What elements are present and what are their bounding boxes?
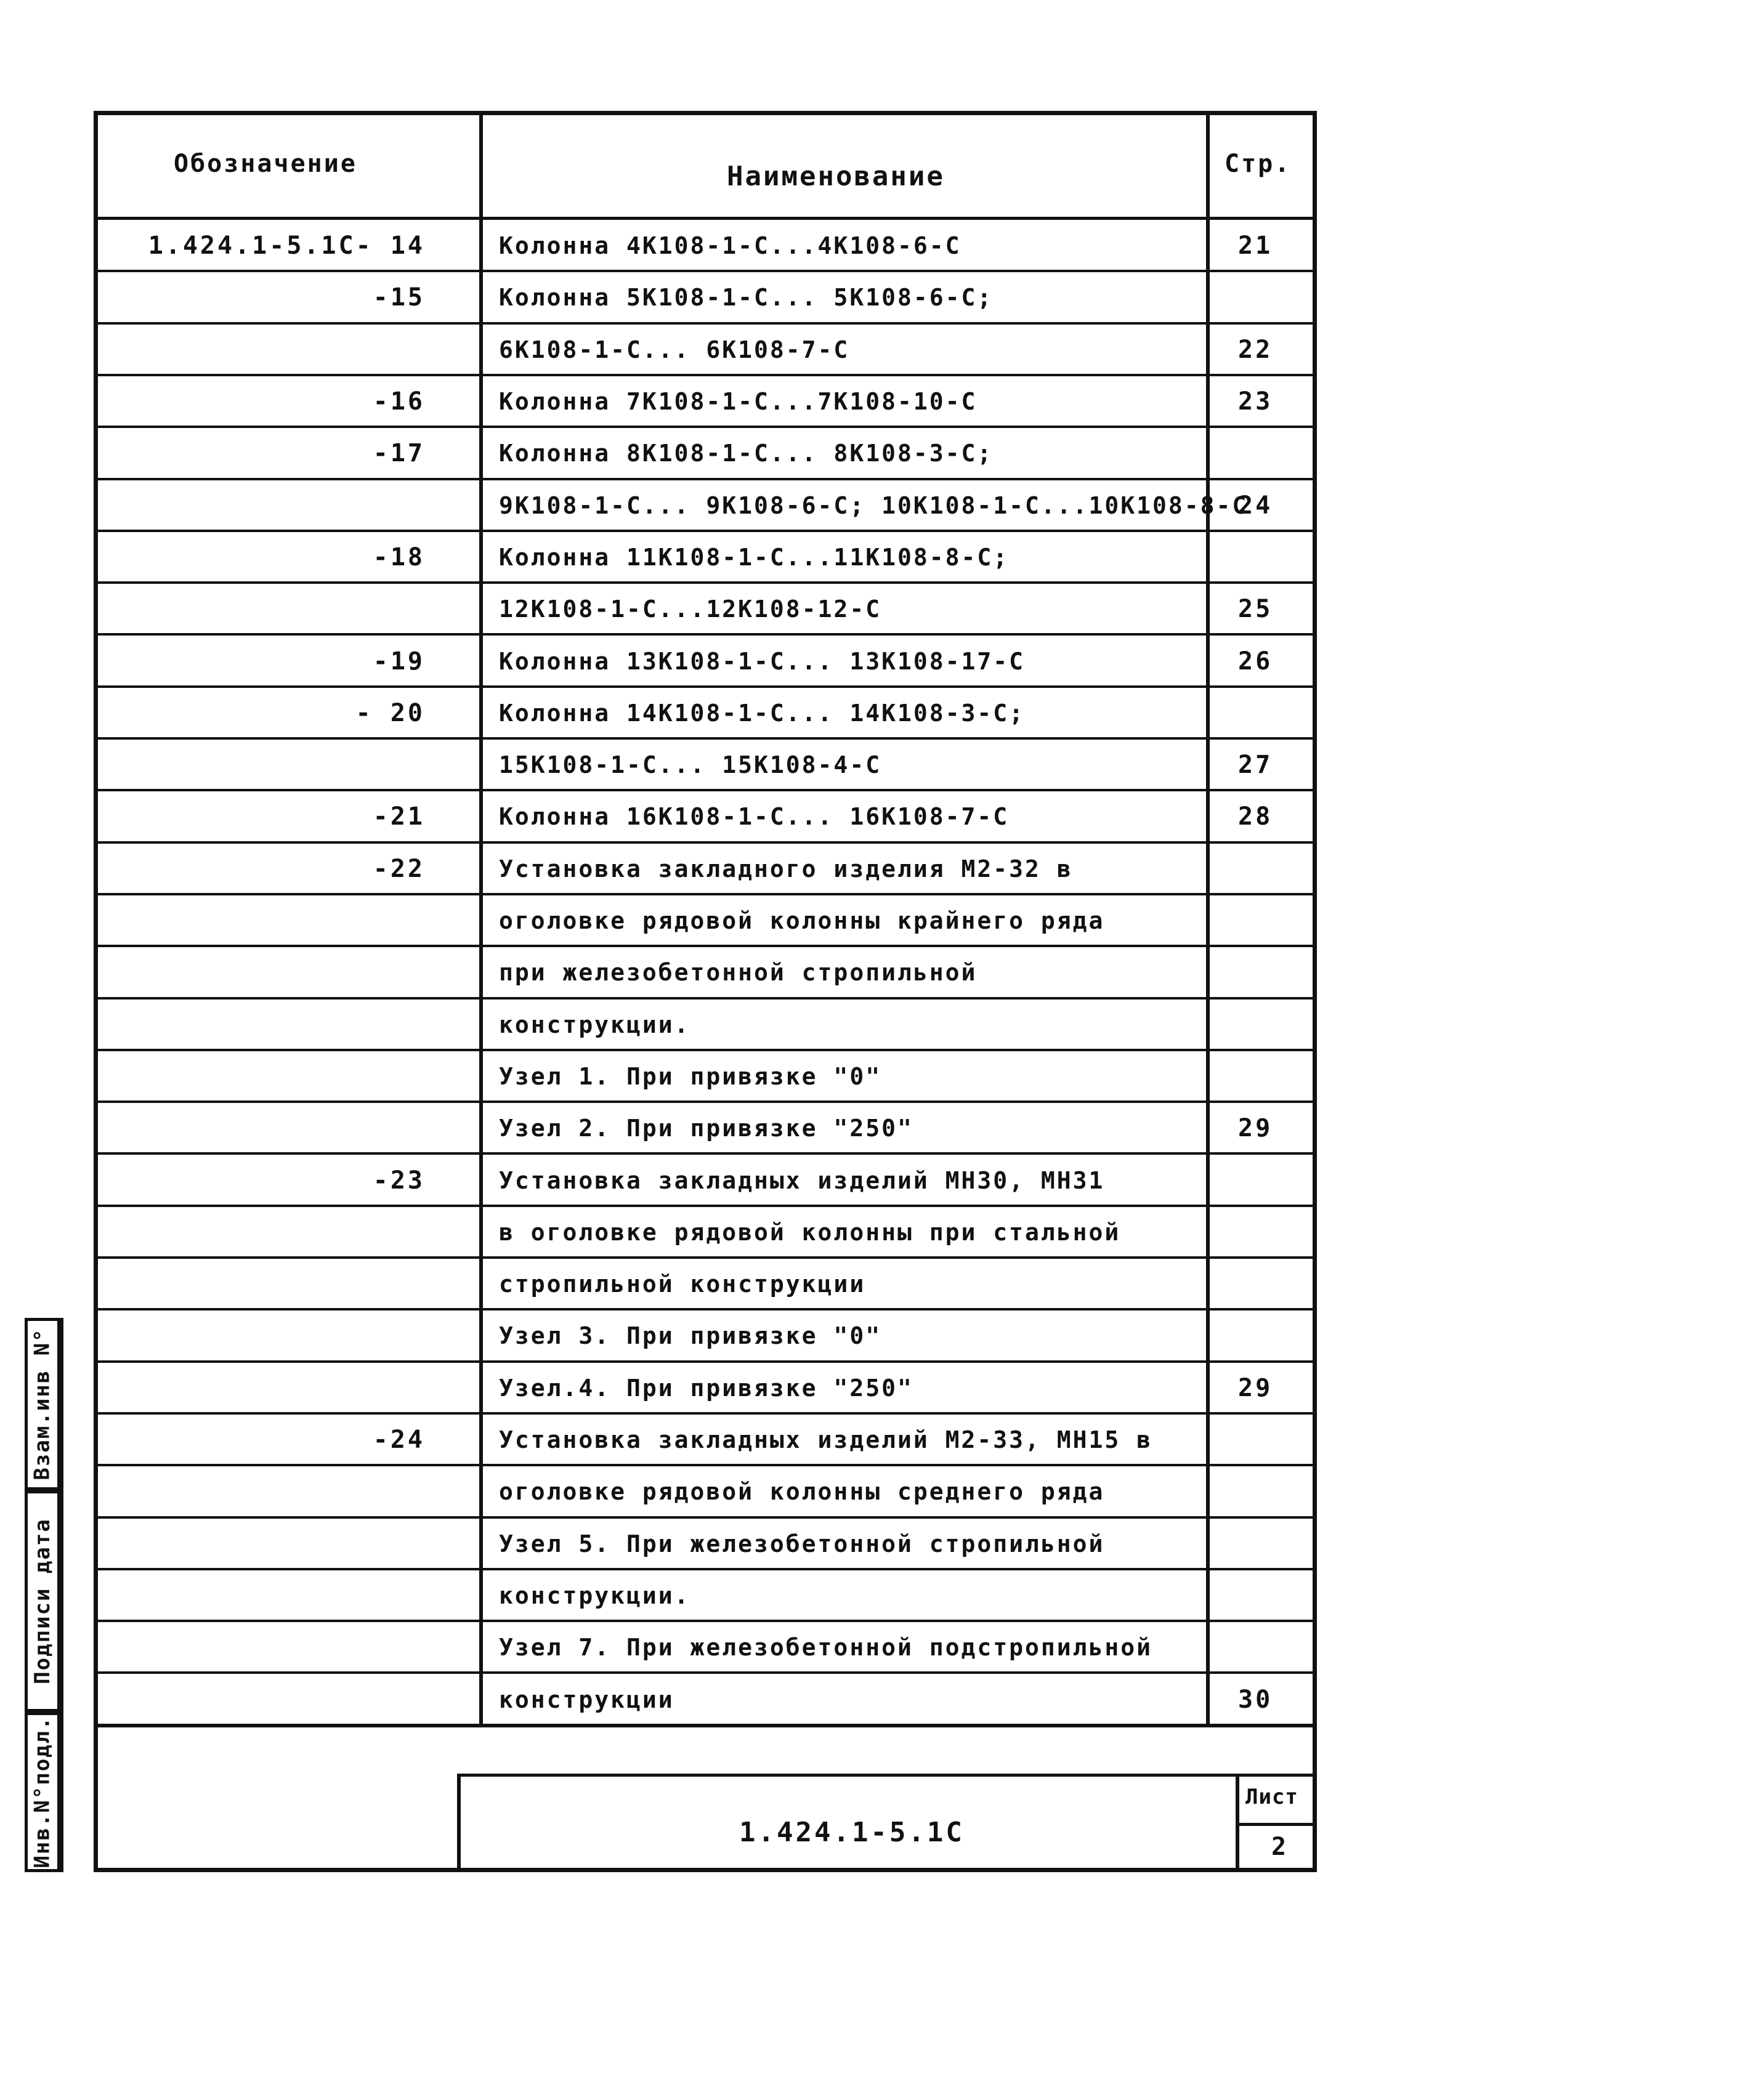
sheet-cell-divider <box>1236 1823 1317 1826</box>
side-inv-sub <box>25 1712 60 1872</box>
sheet-label: Лист <box>1245 1785 1298 1809</box>
row-code: -17 <box>373 439 425 468</box>
header-name: Наименование <box>727 160 945 192</box>
row-name: в оголовке рядовой колонны при стальной <box>499 1218 1121 1246</box>
row-name: 6К108-1-С... 6К108-7-С <box>499 336 850 363</box>
row-name: Узел 1. При привязке "0" <box>499 1062 882 1090</box>
col-divider-2 <box>1206 111 1210 1724</box>
row-code: -23 <box>373 1166 425 1195</box>
side-stamp-column <box>60 1318 97 1872</box>
side-sign-date-label: Подписи дата <box>30 1518 55 1684</box>
row-name: 9К108-1-С... 9К108-6-С; 10К108-1-С...10К108-8-С <box>499 491 1249 519</box>
row-page: 24 <box>1238 491 1273 520</box>
row-name: Колонна 16К108-1-С... 16К108-7-С <box>499 803 1010 831</box>
row-name: Колонна 13К108-1-С... 13К108-17-С <box>499 647 1025 675</box>
row-divider <box>94 997 1317 1000</box>
row-page: 26 <box>1238 647 1273 676</box>
row-name: стропильной конструкции <box>499 1270 866 1298</box>
row-page: 22 <box>1238 335 1273 364</box>
row-code: -19 <box>373 647 425 676</box>
row-name: конструкции <box>499 1686 674 1713</box>
row-code: - 20 <box>355 698 425 727</box>
table-bottom-line <box>94 1724 1317 1727</box>
sheet-number: 2 <box>1271 1833 1289 1861</box>
row-code: -22 <box>373 854 425 883</box>
row-name: при железобетонной стропильной <box>499 959 978 987</box>
row-page: 21 <box>1238 232 1273 260</box>
row-name: Колонна 4К108-1-С...4К108-6-С <box>499 232 962 260</box>
row-name: Установка закладного изделия М2-32 в <box>499 855 1073 882</box>
row-name: Узел 7. При железобетонной подстропильной <box>499 1634 1152 1662</box>
row-code: -18 <box>373 543 425 571</box>
row-code: -16 <box>373 387 425 416</box>
row-divider <box>94 1568 1317 1570</box>
row-name: Установка закладных изделий МН30, МН31 <box>499 1166 1105 1194</box>
title-block-top <box>457 1774 1317 1777</box>
row-name: Узел 2. При привязке "250" <box>499 1115 913 1142</box>
row-name: оголовке рядовой колонны среднего ряда <box>499 1478 1105 1506</box>
row-code: -21 <box>373 802 425 831</box>
row-name: Установка закладных изделий М2-33, МН15 в <box>499 1426 1152 1454</box>
row-code: 1.424.1-5.1С- 14 <box>148 232 425 260</box>
header-designation: Обозначение <box>174 150 357 178</box>
row-name: конструкции. <box>499 1581 690 1609</box>
row-divider <box>94 1671 1317 1674</box>
row-page: 29 <box>1238 1373 1273 1402</box>
side-replace-inv-label: Взам.инв N° <box>30 1328 55 1480</box>
row-name: Узел 5. При железобетонной стропильной <box>499 1530 1105 1557</box>
row-page: 27 <box>1238 751 1273 780</box>
row-name: конструкции. <box>499 1011 690 1038</box>
row-name: Колонна 14К108-1-С... 14К108-3-С; <box>499 699 1025 727</box>
side-replace-inv <box>25 1318 60 1490</box>
side-sign-date <box>25 1490 60 1712</box>
col-divider-1 <box>479 111 483 1724</box>
row-code: -24 <box>373 1426 425 1455</box>
document-code: 1.424.1-5.1С <box>739 1817 965 1848</box>
row-name: Узел 3. При привязке "0" <box>499 1322 882 1350</box>
row-page: 23 <box>1238 387 1273 416</box>
row-page: 28 <box>1238 802 1273 831</box>
row-name: Колонна 5К108-1-С... 5К108-6-С; <box>499 284 994 312</box>
title-block-left <box>457 1774 461 1872</box>
row-page: 30 <box>1238 1685 1273 1714</box>
row-name: 12К108-1-С...12К108-12-С <box>499 596 882 623</box>
row-name: Колонна 7К108-1-С...7К108-10-С <box>499 388 978 416</box>
header-page: Стр. <box>1225 150 1292 178</box>
row-page: 25 <box>1238 595 1273 624</box>
row-name: Колонна 8К108-1-С... 8К108-3-С; <box>499 440 994 467</box>
row-name: Колонна 11К108-1-С...11К108-8-С; <box>499 543 1010 571</box>
row-page: 29 <box>1238 1114 1273 1143</box>
row-name: 15К108-1-С... 15К108-4-С <box>499 751 882 779</box>
row-name: оголовке рядовой колонны крайнего ряда <box>499 907 1105 935</box>
side-inv-sub-label: Инв.N°подл. <box>30 1716 55 1868</box>
row-code: -15 <box>373 283 425 312</box>
row-name: Узел.4. При привязке "250" <box>499 1374 913 1402</box>
